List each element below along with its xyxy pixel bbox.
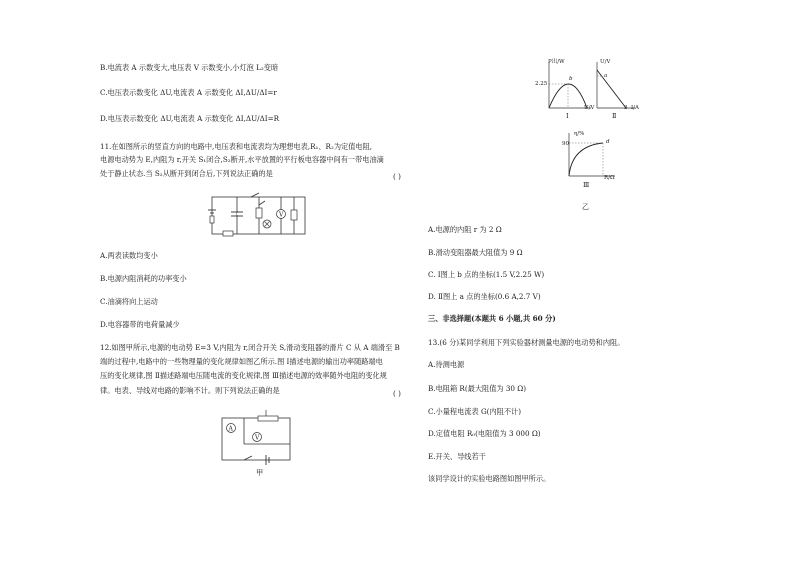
q12-option-c: C. Ⅰ图上 b 点的坐标(1.5 V,2.25 W) bbox=[428, 270, 545, 279]
q12-line1: 12.如图甲所示,电源的电动势 E=3 V,内阻为 r,闭合开关 S,滑动变阻器的滑片 C 从 A 端滑至 B bbox=[100, 343, 400, 352]
q11-option-d: D.电容器带的电荷量减少 bbox=[100, 320, 180, 329]
q11-option-b: B.电源内阻消耗的功率变小 bbox=[100, 274, 187, 283]
graph1-caption: Ⅰ bbox=[566, 112, 569, 120]
resistor-r2 bbox=[291, 210, 297, 220]
efficiency-curve bbox=[569, 143, 603, 176]
figure-yi-caption: 乙 bbox=[582, 203, 589, 211]
graph3-point-d: d bbox=[606, 139, 610, 145]
resistor-r1 bbox=[223, 231, 233, 236]
q11-option-c: C.油滴将向上运动 bbox=[100, 297, 158, 306]
q11-answer-paren: ( ) bbox=[393, 172, 401, 181]
q11-line3: 处于静止状态.当 S₂从断开到闭合后,下列说法正确的是 bbox=[100, 169, 273, 178]
graph3-xlabel: R/Ω bbox=[604, 175, 615, 181]
switch-s2 bbox=[259, 201, 265, 205]
graph3-ytick: 90 bbox=[562, 141, 569, 147]
graph3-caption: Ⅲ bbox=[583, 181, 590, 189]
graph1-point-b: b bbox=[569, 76, 573, 82]
svg-text:V: V bbox=[255, 434, 260, 442]
graph-i bbox=[549, 62, 591, 108]
q11-line2: 电源电动势为 E,内阻为 r,开关 S₁闭合,S₂断开,水平放置的平行板电容器中间有一带电油滴 bbox=[100, 155, 384, 164]
graph2-xlabel: I/A bbox=[631, 105, 639, 111]
graph1-ytick: 2.25 bbox=[535, 81, 548, 87]
option-d: D.电压表示数变化 ΔU,电流表 A 示数变化 ΔI,ΔU/ΔI=R bbox=[100, 114, 280, 123]
graph-ii bbox=[597, 62, 635, 108]
figure-jia-caption: 甲 bbox=[256, 468, 264, 477]
voltage-line bbox=[597, 70, 626, 108]
q13-intro: 13.(6 分)某同学利用下列实验器材测量电源的电动势和内阻。 bbox=[428, 338, 625, 347]
option-c: C.电压表示数变化 ΔU,电流表 A 示数变化 ΔI,ΔU/ΔI=r bbox=[100, 88, 277, 97]
q11-option-a: A.两表读数均变小 bbox=[100, 251, 158, 260]
option-b: B.电流表 A 示数变大,电压表 V 示数变小,小灯泡 L₂变暗 bbox=[100, 63, 279, 72]
graph2-caption: Ⅱ bbox=[612, 112, 617, 120]
q11-line1: 11.在如图所示的竖直方向的电路中,电压表和电流表均为理想电表,R₁、R₂为定值电阻, bbox=[100, 142, 373, 151]
q13-item-e: E.开关、导线若干 bbox=[428, 452, 486, 461]
q13-item-c: C.小量程电流表 G(内阻不计) bbox=[428, 407, 522, 416]
q13-design-statement: 该同学设计的实验电路图如图甲所示。 bbox=[428, 474, 551, 483]
q12-option-a: A.电源的内阻 r 为 2 Ω bbox=[428, 225, 502, 234]
q13-item-b: B.电阻箱 R(最大阻值为 30 Ω) bbox=[428, 384, 527, 393]
q11-circuit-figure bbox=[207, 192, 310, 238]
q12-graph-iii bbox=[557, 130, 619, 180]
graph2-xtick: 3 bbox=[624, 105, 628, 111]
svg-text:V: V bbox=[279, 211, 284, 219]
switch-s bbox=[244, 456, 252, 460]
graph2-ylabel: U/V bbox=[600, 59, 611, 65]
q12-option-b: B.滑动变阻器最大阻值为 9 Ω bbox=[428, 248, 523, 257]
rheostat bbox=[258, 416, 278, 421]
switch-s1 bbox=[251, 193, 259, 197]
resistor-r bbox=[256, 208, 262, 218]
internal-resistance bbox=[210, 216, 214, 223]
q12-circuit-figure bbox=[218, 408, 296, 468]
q12-option-d: D. Ⅱ图上 a 点的坐标(0.6 A,2.7 V) bbox=[428, 292, 541, 301]
q13-item-d: D.定值电阻 R₀(电阻值为 3 000 Ω) bbox=[428, 429, 541, 438]
q12-line3: 压的变化规律,图 Ⅱ描述路端电压随电流的变化规律,图 Ⅲ描述电源的效率随外电阻的变化规 bbox=[100, 371, 387, 380]
graph3-ylabel: η/% bbox=[574, 131, 585, 137]
graph1-xlabel: U/V bbox=[584, 105, 595, 111]
q12-answer-paren: ( ) bbox=[393, 389, 401, 398]
q13-item-a: A.待测电源 bbox=[428, 360, 465, 369]
q12-line2: 端的过程中,电路中的一些物理量的变化规律如图乙所示.图 Ⅰ描述电源的输出功率随路端电 bbox=[100, 357, 383, 366]
graph1-ylabel: P出/W bbox=[548, 59, 565, 65]
svg-text:A: A bbox=[228, 425, 233, 433]
section-3-heading: 三、非选择题(本题共 6 小题,共 60 分) bbox=[428, 314, 556, 323]
graph2-point-a: a bbox=[604, 73, 608, 79]
q12-line4: 律。电表、导线对电路的影响不计。则下列说法正确的是 bbox=[100, 386, 280, 395]
